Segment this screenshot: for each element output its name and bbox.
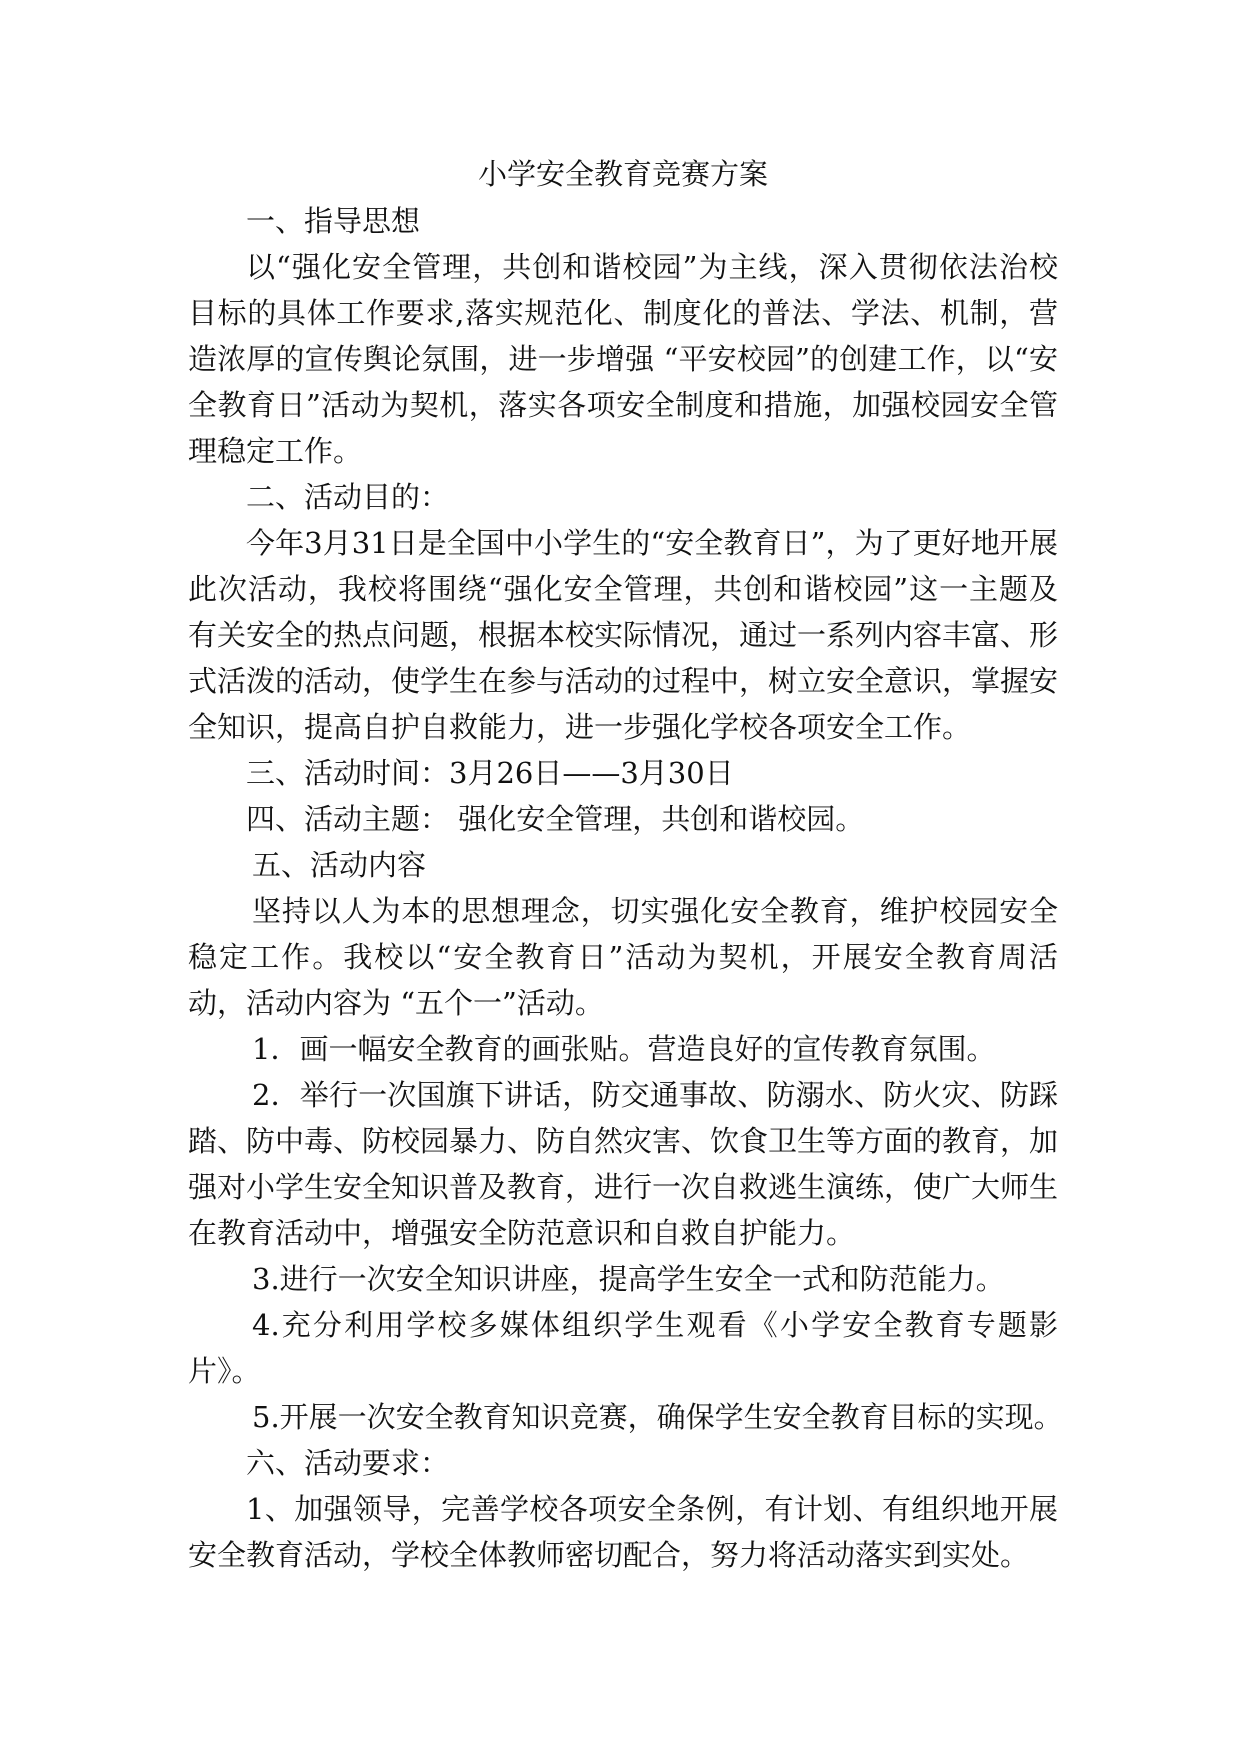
section-heading-activity-purpose: 二、活动目的： [246,480,450,514]
paragraph-activity-purpose: 今年3月31日是全国中小学生的“安全教育日”，为了更好地开展此次活动，我校将围绕“强化安全管理，共创和谐校园”这一主题及有关安全的热点问题，根据本校实际情况，通过一系列内容丰富、形式活泼的活动，使学生在参与活动的过程中，树立安全意识，掌握安全知识，提高自护自救能力，进一步强化学校各项安全工作。 [188,526,1059,744]
paragraph-guiding-ideology: 以“强化安全管理，共创和谐校园”为主线，深入贯彻依法治校目标的具体工作要求,落实规范化、制度化的普法、学法、机制，营造浓厚的宣传舆论氛围，进一步增强 “平安校园”的创建工作，以“安全教育日”活动为契机，落实各项安全制度和措施，加强校园安全管理稳定工作。 [188,250,1058,468]
section-heading-guiding-ideology: 一、指导思想 [246,204,421,238]
paragraph-activity-content: 坚持以人为本的思想理念，切实强化安全教育，维护校园安全稳定工作。我校以“安全教育日”活动为契机，开展安全教育周活动，活动内容为 “五个一”活动。 [188,894,1058,1020]
section-heading-activity-time: 三、活动时间：3月26日——3月30日 [246,756,734,790]
document-title: 小学安全教育竞赛方案 [477,157,768,191]
document-page [188,150,1063,1578]
list-item-content-5: 5.开展一次安全教育知识竞赛，确保学生安全教育目标的实现。 [252,1400,1063,1434]
section-heading-activity-requirements: 六、活动要求： [246,1446,450,1480]
list-item-content-1: 1．画一幅安全教育的画张贴。营造良好的宣传教育氛围。 [252,1032,996,1066]
list-item-requirement-1: 1、加强领导，完善学校各项安全条例，有计划、有组织地开展安全教育活动，学校全体教师密切配合，努力将活动落实到实处。 [188,1492,1058,1572]
section-heading-activity-theme: 四、活动主题： 强化安全管理，共创和谐校园。 [246,802,865,836]
list-item-content-4: 4.充分利用学校多媒体组织学生观看《小学安全教育专题影片》。 [188,1308,1058,1388]
section-heading-activity-content: 五、活动内容 [252,848,427,882]
list-item-content-2: 2．举行一次国旗下讲话，防交通事故、防溺水、防火灾、防踩踏、防中毒、防校园暴力、防自然灾害、饮食卫生等方面的教育，加强对小学生安全知识普及教育，进行一次自救逃生演练，使广大师生在教育活动中，增强安全防范意识和自救自护能力。 [188,1078,1059,1250]
list-item-content-3: 3.进行一次安全知识讲座，提高学生安全一式和防范能力。 [252,1262,1005,1296]
